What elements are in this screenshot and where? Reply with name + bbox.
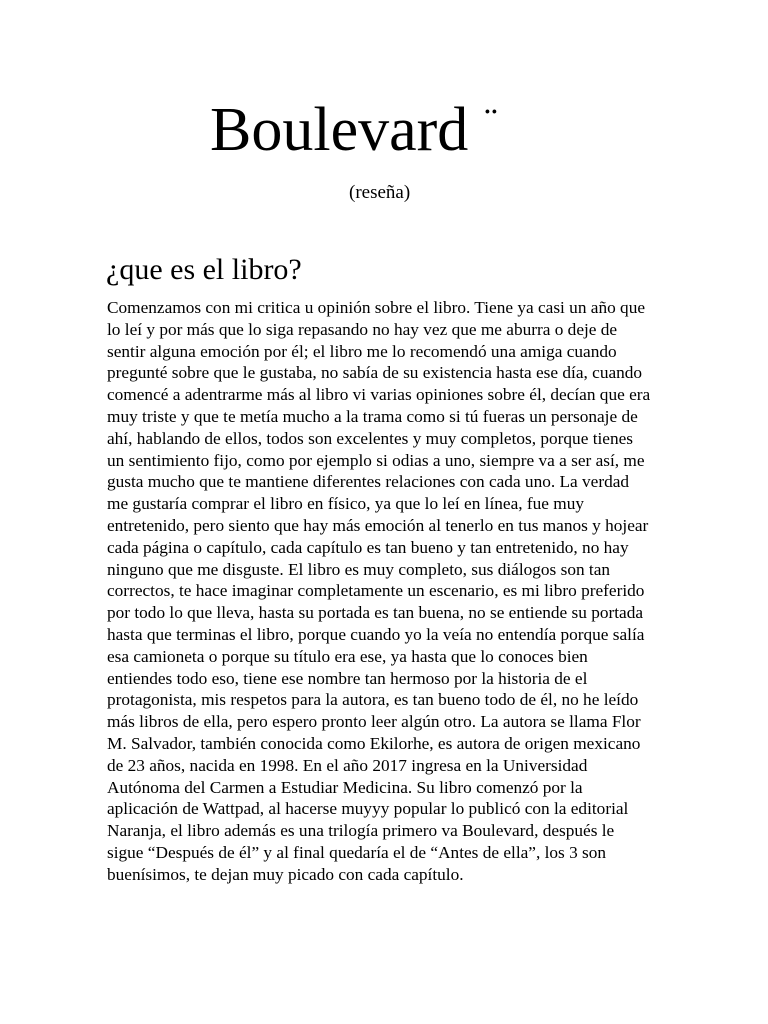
paragraph-line: entiendes todo eso, tiene ese nombre tan hermoso por la historia de el	[107, 668, 588, 688]
paragraph-line: hasta que terminas el libro, porque cuando yo la veía no entendía porque salía	[107, 624, 645, 644]
paragraph-line: pregunté sobre que le gustaba, no sabía de su existencia hasta ese día, cuando	[107, 363, 643, 383]
paragraph-line: Naranja, el libro además es una trilogía primero va Boulevard, después le	[107, 821, 615, 841]
paragraph-line: buenísimos, te dejan muy picado con cada capítulo.	[107, 864, 464, 884]
paragraph-line: me gustaría comprar el libro en físico, ya que lo leí en línea, fue muy	[107, 494, 584, 514]
paragraph-line: lo leí y por más que lo siga repasando no hay vez que me aburra o deje de	[107, 319, 618, 339]
paragraph-line: de 23 años, nacida en 1998. En el año 2017 ingresa en la Universidad	[107, 755, 588, 775]
paragraph-line: sigue “Después de él” y al final quedaría el de “Antes de ella”, los 3 son	[107, 842, 607, 862]
paragraph-line: muy triste y que te metía mucho a la trama como si tú fueras un personaje de	[107, 406, 638, 426]
paragraph-line: más libros de ella, pero espero pronto leer algún otro. La autora se llama Flor	[107, 712, 641, 732]
paragraph-line: un sentimiento fijo, como por ejemplo si odias a uno, siempre va a ser así, me	[107, 450, 645, 470]
document-subtitle: (reseña)	[349, 182, 411, 203]
body-paragraph	[107, 297, 667, 886]
paragraph-line: comencé a adentrarme más al libro vi varias opiniones sobre él, decían que era	[107, 385, 651, 405]
paragraph-line: gusta mucho que te mantiene diferentes relaciones con cada uno. La verdad	[107, 472, 630, 492]
section-heading: ¿que es el libro?	[106, 253, 302, 286]
title-text: Boulevard	[210, 96, 469, 164]
paragraph-line: M. Salvador, también conocida como Ekilorhe, es autora de origen mexicano	[107, 733, 641, 753]
document-title	[210, 92, 498, 168]
paragraph-line: ahí, hablando de ellos, todos son excelentes y muy completos, porque tienes	[107, 428, 633, 448]
paragraph-line: Autónoma del Carmen a Estudiar Medicina. Su libro comenzó por la	[107, 777, 583, 797]
paragraph-line: entretenido, pero siento que hay más emoción al tenerlo en tus manos y hojear	[107, 515, 649, 535]
paragraph-line: correctos, te hace imaginar completamente un escenario, es mi libro preferido	[107, 581, 645, 601]
paragraph-line: aplicación de Wattpad, al hacerse muyyy popular lo publicó con la editorial	[107, 799, 629, 819]
title-diaeresis-mark: ¨	[484, 99, 498, 144]
paragraph-line: Comenzamos con mi critica u opinión sobre el libro. Tiene ya casi un año que	[107, 298, 646, 317]
paragraph-line: ninguno que me disguste. El libro es muy completo, sus diálogos son tan	[107, 559, 611, 579]
paragraph-line: por todo lo que lleva, hasta su portada es tan buena, no se entiende su portada	[107, 603, 644, 623]
paragraph-line: protagonista, mis respetos para la autora, es tan bueno todo de él, no he leído	[107, 690, 639, 710]
paragraph-line: sentir alguna emoción por él; el libro me lo recomendó una amiga cuando	[107, 341, 617, 361]
paragraph-line: esa camioneta o porque su título era ese, ya hasta que lo conoces bien	[107, 646, 588, 666]
paragraph-line: cada página o capítulo, cada capítulo es tan bueno y tan entretenido, no hay	[107, 537, 629, 557]
